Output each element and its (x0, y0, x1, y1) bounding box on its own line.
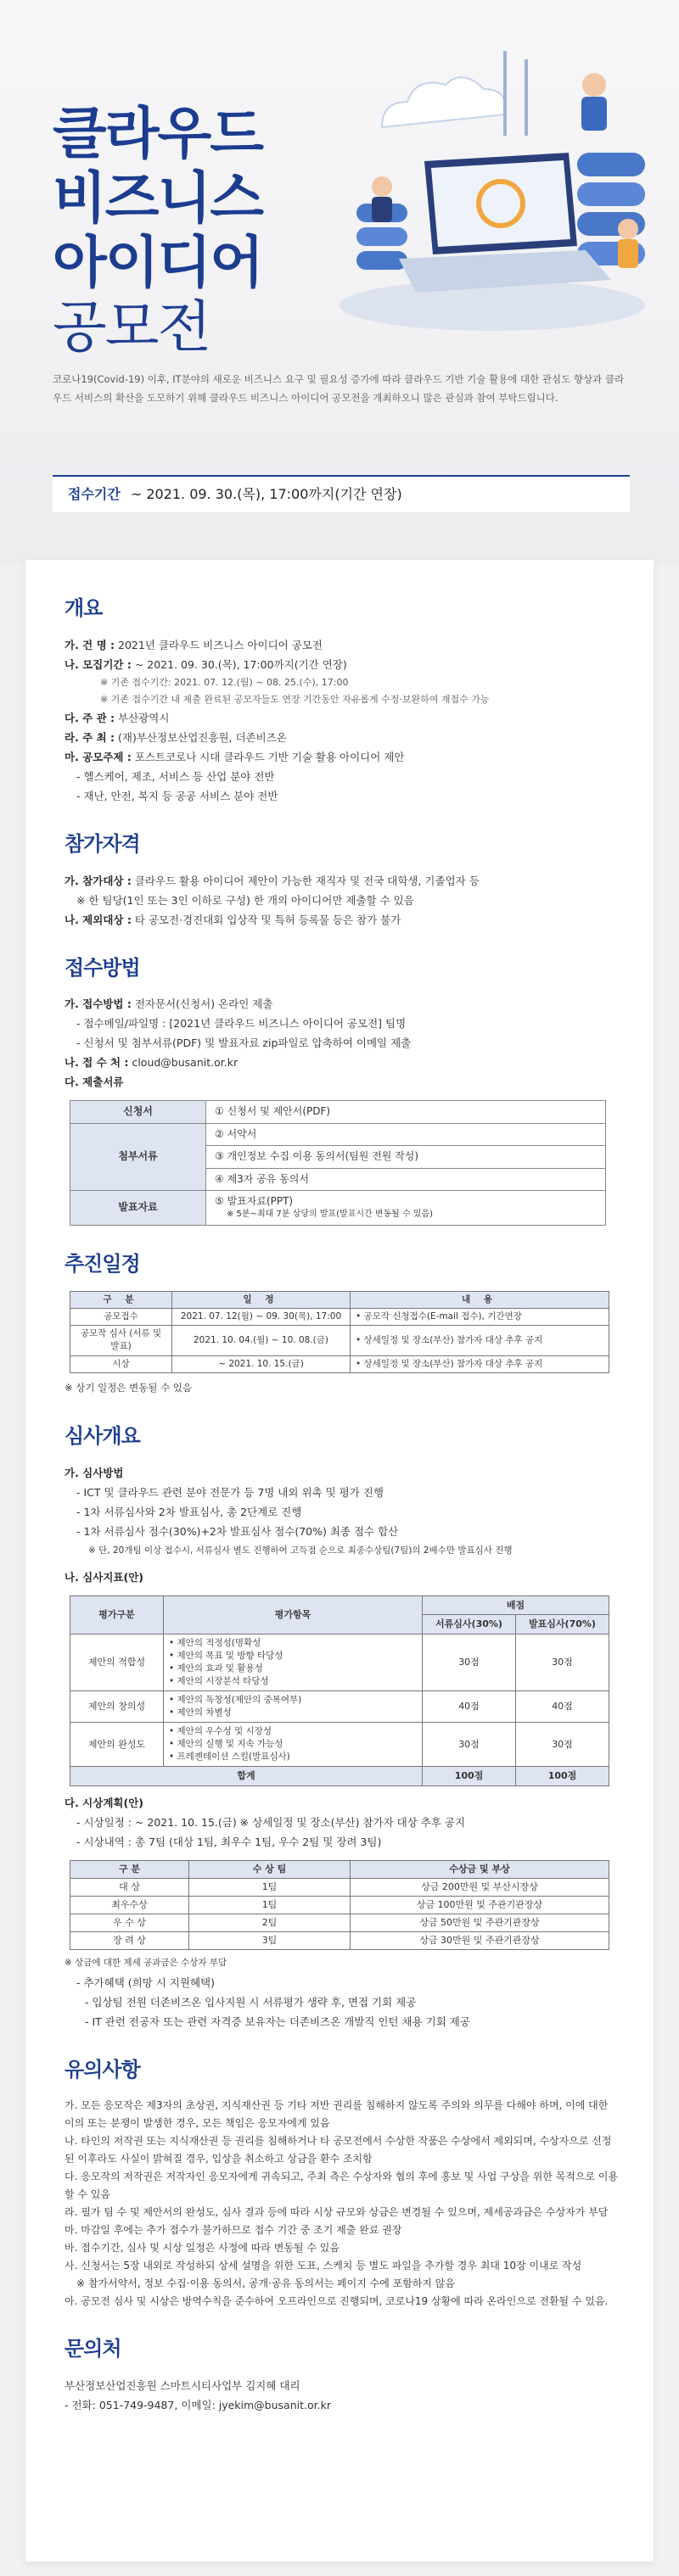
method-line (65, 1072, 620, 1092)
overview-label: 나. 모집기간 : (65, 657, 132, 671)
table-row (70, 1691, 609, 1723)
table-cell: 2팀 (189, 1914, 351, 1932)
review-sub: - 1차 서류심사 점수(30%)+2차 발표심사 점수(70%) 최종 점수 합산 (76, 1524, 399, 1538)
table-header-cell: 첨부서류 (70, 1123, 206, 1190)
prize-table (70, 1860, 609, 1950)
caution-item: 바. 접수기간, 심사 및 시상 일정은 사정에 따라 변동될 수 있음 (65, 2241, 340, 2254)
table-header-cell: 구 분 (70, 1291, 172, 1308)
overview-label: 마. 공모주제 : (65, 750, 132, 763)
overview-label: 라. 주 최 : (65, 730, 115, 744)
table-cell-note: ※ 5분~최대 7분 상당의 발표(발표시간 변동될 수 있음) (227, 1210, 434, 1220)
table-row (70, 1634, 609, 1691)
table-header-row (70, 1595, 609, 1615)
contact-section (65, 2334, 620, 2415)
table-header-cell: 평가구분 (70, 1595, 164, 1634)
table-cell: 장 려 상 (70, 1932, 189, 1950)
method-sub: - 신청서 및 첨부서류(PDF) 및 발표자료 zip파일로 압축하여 이메일 제출 (76, 1037, 412, 1050)
review-sub: - 1차 서류심사와 2차 발표심사, 총 2단계로 진행 (76, 1505, 302, 1518)
table-cell: 공모작 심사 (서류 및 발표) (70, 1326, 172, 1355)
table-header-cell: 서류심사(30%) (423, 1615, 516, 1634)
method-title: 접수방법 (65, 955, 140, 980)
caution-item: 아. 공모전 심사 및 시상은 방역수칙을 준수하여 오프라인으로 진행되며, 코로나19 상황에 따라 온라인으로 전환될 수 있음. (65, 2294, 609, 2307)
table-cell: 1팀 (189, 1897, 351, 1914)
table-header-cell: 수 상 팀 (189, 1861, 351, 1879)
prize-note: ※ 상금에 대한 제세 공과금은 수상자 부담 (65, 1958, 227, 1969)
table-sum-row (70, 1767, 609, 1786)
table-cell: 대 상 (70, 1879, 189, 1897)
table-cell: • 상세일정 및 장소(부산) 참가자 대상 추후 공지 (351, 1326, 609, 1355)
eval-item: • 프레젠테이션 스킬(발표심사) (169, 1752, 290, 1763)
table-header-cell: 구 분 (70, 1861, 189, 1879)
table-cell: 30점 (423, 1634, 516, 1691)
caution-title: 유의사항 (65, 2058, 140, 2082)
overview-section (65, 594, 620, 806)
table-cell (206, 1190, 606, 1225)
evaluation-table (70, 1595, 609, 1787)
eligibility-label: 가. 참가대상 : (65, 874, 132, 887)
method-label: 다. 제출서류 (65, 1076, 124, 1089)
table-cell: 40점 (516, 1691, 609, 1723)
caution-item: 라. 필가 팀 수 및 제안서의 완성도, 심사 결과 등에 따라 시상 규모와 상금은 변경될 수 있으며, 제세공과금은 수상자가 부담 (65, 2205, 609, 2218)
table-cell (164, 1691, 423, 1723)
eval-item: • 제안의 실행 및 지속 가능성 (169, 1739, 283, 1750)
eval-item: • 제안의 목표 및 방향 타당성 (169, 1651, 283, 1662)
schedule-table (70, 1291, 609, 1373)
table-cell: 제안의 완성도 (70, 1723, 164, 1767)
table-row (70, 1308, 609, 1325)
method-label: 나. 접 수 처 : (65, 1056, 129, 1070)
overview-value: 2021년 클라우드 비즈니스 아이디어 공모전 (118, 638, 323, 651)
caution-section (65, 2055, 620, 2311)
method-value: 전자문서(신청서) 온라인 제출 (134, 997, 273, 1011)
overview-line (65, 655, 620, 674)
caution-item: 마. 마감일 후에는 추가 접수가 불가하므로 접수 기간 중 조기 제출 완료 권장 (65, 2223, 402, 2236)
overview-note: ※ 기존 접수기간: 2021. 07. 12.(월) ~ 08. 25.(수), 17:00 (100, 676, 349, 688)
review-label: 나. 심사지표(안) (65, 1570, 143, 1584)
review-sub: - 입상팀 전원 더존비즈온 입사지원 시 서류평가 생략 후, 면접 기회 제공 (85, 1996, 417, 2009)
overview-line (65, 747, 620, 767)
eligibility-label: 나. 제외대상 : (65, 913, 132, 926)
schedule-note: ※ 상기 일정은 변동될 수 있음 (65, 1381, 193, 1394)
table-cell: 제안의 창의성 (70, 1691, 164, 1723)
overview-label: 다. 주 관 : (65, 711, 115, 724)
overview-value: (재)부산정보산업진흥원, 더존비즈온 (118, 730, 287, 744)
table-cell: 제안의 적합성 (70, 1634, 164, 1691)
overview-label: 가. 건 명 : (65, 638, 115, 651)
table-cell: 30점 (516, 1634, 609, 1691)
table-cell: 상금 100만원 및 주관기관장상 (351, 1897, 609, 1914)
hero-description: 코로나19(Covid-19) 이후, IT분야의 새로운 비즈니스 요구 및 필요성 증가에 따라 클라우드 기반 기술 활용에 대한 관심도 향상과 클라우드 서비스의 확산을 도모하기 위해 클라우드 비즈니스 아이디어 공모전을 개최하오니 많은 관심과 참여 부탁드립니다. (53, 373, 625, 404)
table-cell: 2021. 10. 04.(월) ~ 10. 08.(금) (172, 1326, 351, 1355)
method-line (65, 1053, 620, 1072)
period-label: 접수기간 (68, 486, 121, 503)
period-value: ~ 2021. 09. 30.(목), 17:00까지(기간 연장) (130, 486, 402, 503)
review-line (65, 1793, 620, 1813)
table-cell: 40점 (423, 1691, 516, 1723)
contact-line: 부산정보산업진흥원 스마트시티사업부 김지혜 대리 (65, 2378, 300, 2392)
hero-title-line-3: 아이디어 (53, 230, 263, 295)
hero-title-line-4: 공모전 (53, 294, 210, 360)
table-cell: 우 수 상 (70, 1914, 189, 1932)
table-row (70, 1101, 606, 1123)
caution-item: 나. 타인의 저작권 또는 지식재산권 등 권리를 침해하거나 타 공모전에서 수상한 작품은 수상에서 제외되며, 수상자으로 선정된 이후라도 사실이 밝혀질 경우, 입상을 취소하고 상금을 환수 조치함 (65, 2134, 612, 2165)
eligibility-section (65, 830, 620, 930)
eval-item: • 제안의 차별성 (169, 1707, 232, 1718)
table-cell: 상금 50만원 및 주관기관장상 (351, 1914, 609, 1932)
hero-title-line-1: 클라우드 (53, 101, 263, 166)
overview-line (65, 635, 620, 655)
table-cell: 2021. 07. 12(월) ~ 09. 30(목), 17:00 (172, 1308, 351, 1325)
table-cell: 100점 (423, 1767, 516, 1786)
table-header-cell: 신청서 (70, 1101, 206, 1123)
table-row (70, 1932, 609, 1950)
table-cell: 최우수상 (70, 1897, 189, 1914)
caution-item: 사. 신청서는 5장 내외로 작성하되 상세 설명을 위한 도표, 스케치 등 별도 파일을 추가할 경우 최대 10장 이내로 작성 (65, 2259, 582, 2271)
review-sub: - 시상일정 : ~ 2021. 10. 15.(금) ※ 상세일정 및 장소(부산) 참가자 대상 추후 공지 (76, 1816, 466, 1830)
schedule-title: 추진일정 (65, 1251, 140, 1276)
table-cell: ② 서약서 (206, 1123, 606, 1145)
table-cell: ③ 개인정보 수집 이용 동의서(팀원 전원 작성) (206, 1146, 606, 1168)
table-header-cell: 일 정 (172, 1291, 351, 1308)
review-sub: - IT 관련 전공자 또는 관련 자격증 보유자는 더존비즈온 개발직 인턴 채용 기회 제공 (85, 2015, 470, 2029)
table-cell: ④ 제3자 공유 동의서 (206, 1168, 606, 1190)
eligibility-value: 타 공모전·경진대회 입상작 및 특허 등록물 등은 참가 불가 (134, 913, 401, 926)
table-header-cell: 평가항목 (164, 1595, 423, 1634)
eligibility-note: ※ 한 팀당(1인 또는 3인 이하로 구성) 한 개의 아이디어만 제출할 수 있음 (76, 893, 414, 907)
table-header-row (70, 1861, 609, 1879)
eval-item: • 제안의 시장분석 타당성 (169, 1676, 269, 1687)
overview-value: 포스트코로나 시대 클라우드 기반 기술 활용 아이디어 제안 (134, 750, 405, 763)
table-header-cell: 내 용 (351, 1291, 609, 1308)
table-cell: 시상 (70, 1355, 172, 1372)
overview-sub: - 재난, 안전, 복지 등 공공 서비스 분야 전반 (76, 789, 278, 802)
overview-note: ※ 기존 접수기간 내 제출 완료된 공모자들도 연장 기간동안 자유롭게 수정·보완하여 재접수 가능 (100, 693, 490, 705)
hero-banner (0, 0, 679, 564)
overview-line (65, 708, 620, 728)
table-row (70, 1723, 609, 1767)
table-cell: 상금 200만원 및 부산시장상 (351, 1879, 609, 1897)
overview-value: 부산광역시 (118, 711, 170, 724)
table-cell (164, 1723, 423, 1767)
method-line (65, 994, 620, 1014)
table-cell: ~ 2021. 10. 15.(금) (172, 1355, 351, 1372)
method-label: 가. 접수방법 : (65, 997, 132, 1011)
review-section (65, 1422, 620, 2031)
table-row (70, 1879, 609, 1897)
review-line (65, 1463, 620, 1483)
table-header-cell: 발표심사(70%) (516, 1615, 609, 1634)
table-cell: 30점 (516, 1723, 609, 1767)
eval-item: • 제안의 효과 및 활용성 (169, 1663, 263, 1674)
eligibility-line (65, 871, 620, 891)
method-section (65, 953, 620, 1226)
overview-sub: - 헬스케어, 제조, 서비스 등 산업 분야 전반 (76, 769, 275, 783)
table-row (70, 1326, 609, 1355)
eligibility-title: 참가자격 (65, 831, 140, 856)
table-row (70, 1355, 609, 1372)
schedule-section (65, 1249, 620, 1398)
review-title: 심사개요 (65, 1423, 140, 1448)
overview-title: 개요 (65, 596, 103, 620)
eval-item: • 제안의 독창성(제안의 중복여부) (169, 1695, 302, 1706)
table-cell-text: ⑤ 발표자료(PPT) (215, 1194, 294, 1207)
table-cell: 상금 30만원 및 주관기관장상 (351, 1932, 609, 1950)
hero-title-line-2: 비즈니스 (53, 165, 263, 231)
overview-value: ~ 2021. 09. 30.(목), 17:00까지(기간 연장) (134, 657, 347, 671)
table-header-cell: 발표자료 (70, 1190, 206, 1225)
table-row (70, 1897, 609, 1914)
cloud-server-illustration (323, 34, 662, 339)
application-period-bar (53, 475, 630, 512)
eval-item: • 제안의 적정성(명확성 (169, 1638, 261, 1649)
caution-item: 가. 모든 응모작은 제3자의 초상권, 지식재산권 등 기타 저반 권리를 침해하지 않도록 주의와 의무를 다해야 하며, 이에 대한 이의 또는 분쟁이 발생한 경우, 모든 책임은 응모자에게 있음 (65, 2098, 609, 2129)
review-label: 다. 시상계획(안) (65, 1796, 143, 1810)
contact-title: 문의처 (65, 2336, 121, 2361)
eligibility-value: 클라우드 활용 아이디어 제안이 가능한 재직자 및 전국 대학생, 기졸업자 등 (134, 874, 480, 887)
caution-note: ※ 참가서약서, 정보 수집·이용 동의서, 공개·공유 동의서는 페이지 수에 포함하지 않음 (76, 2277, 455, 2289)
table-header-cell: 배점 (423, 1595, 609, 1615)
table-cell: 3팀 (189, 1932, 351, 1950)
contact-email-link[interactable]: cloud@busanit.or.kr (132, 1056, 238, 1070)
table-header-cell: 수상금 및 부상 (351, 1861, 609, 1879)
table-cell: 100점 (516, 1767, 609, 1786)
content-card (25, 560, 654, 2562)
table-row (70, 1123, 606, 1145)
hero-title (53, 102, 262, 360)
table-cell: • 공모작 신청접수(E-mail 접수), 기간연장 (351, 1308, 609, 1325)
table-cell: 1팀 (189, 1879, 351, 1897)
table-cell: 30점 (423, 1723, 516, 1767)
overview-line (65, 728, 620, 747)
eval-item: • 제안의 우수성 및 시장성 (169, 1726, 272, 1737)
review-label: 가. 심사방법 (65, 1466, 124, 1479)
review-sub-note: ※ 단, 20개팀 이상 접수시, 서류심사 별도 진행하여 고득점 순으로 최종수상팀(7팀)의 2배수만 발표심사 진행 (88, 1545, 513, 1556)
eligibility-line (65, 910, 620, 930)
review-sub: - 시상내역 : 총 7팀 (대상 1팀, 최우수 1팀, 우수 2팀 및 장려 3팀) (76, 1836, 382, 1849)
table-cell: 공모접수 (70, 1308, 172, 1325)
review-sub: - ICT 및 클라우드 관련 분야 전문가 등 7명 내외 위촉 및 평가 진행 (76, 1485, 384, 1499)
table-row (70, 1914, 609, 1932)
method-sub: - 접수메일/파일명 : [2021년 클라우드 비즈니스 아이디어 공모전] 팀명 (76, 1017, 407, 1031)
review-line (65, 1567, 620, 1587)
table-row (70, 1190, 606, 1225)
contact-line: - 전화: 051-749-9487, 이메일: jyekim@busanit.or.kr (65, 2398, 331, 2411)
caution-item: 다. 응모작의 저작권은 저작자인 응모자에게 귀속되고, 주최 측은 수상자와 협의 후에 홍보 및 사업 구상을 위한 목적으로 이용할 수 있음 (65, 2170, 619, 2200)
table-cell: ① 신청서 및 제안서(PDF) (206, 1101, 606, 1123)
table-cell: 합계 (70, 1767, 423, 1786)
table-cell: • 상세일정 및 장소(부산) 참가자 대상 추후 공지 (351, 1355, 609, 1372)
submission-docs-table (70, 1100, 606, 1225)
table-header-row (70, 1291, 609, 1308)
review-sub: - 추가혜택 (희망 시 지원혜택) (76, 1976, 215, 1990)
table-cell (164, 1634, 423, 1691)
